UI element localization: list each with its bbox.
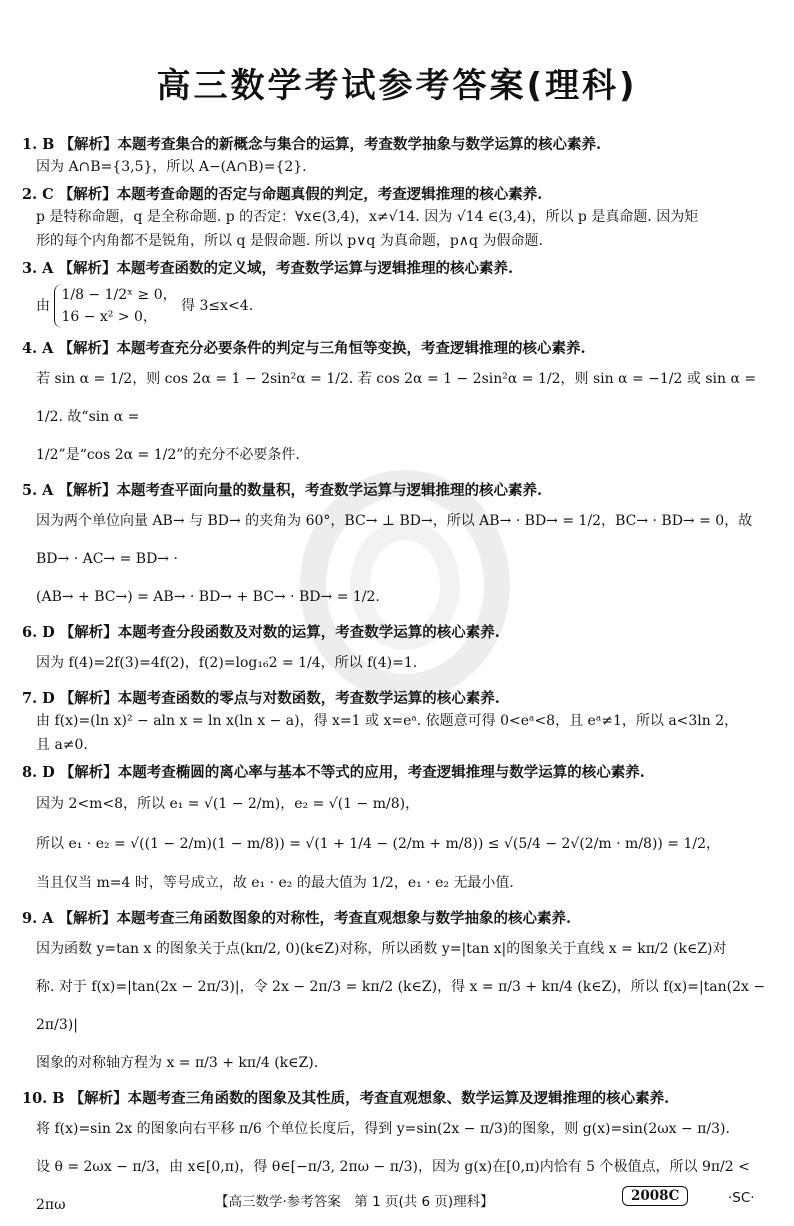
answer-line: 当且仅当 m=4 时，等号成立，故 e₁ · e₂ 的最大值为 1/2，e₁ · e₂ 无最小值. [36, 875, 514, 891]
answer-head: 9. A 【解析】本题考查三角函数图象的对称性，考查直观想象与数学抽象的核心素养. [22, 910, 572, 927]
answer-item-4 [22, 338, 777, 474]
answer-line: 形的每个内角都不是锐角，所以 q 是假命题. 所以 p∨q 为真命题，p∧q 为假命题. [36, 233, 543, 249]
answer-line: 因为两个单位向量 AB→ 与 BD→ 的夹角为 60°，BC→ ⊥ BD→，所以 AB→ · BD→ = 1/2，BC→ · BD→ = 0，故 BD→ · AC→ = BD→ · [36, 513, 753, 567]
system-brace [54, 284, 176, 328]
answer-line: 将 f(x)=sin 2x 的图象向右平移 π/6 个单位长度后，得到 y=sin(2x − π/3)的图象，则 g(x)=sin(2ωx − π/3). [36, 1121, 730, 1137]
footer-tag: ·SC· [728, 1190, 755, 1206]
answer-line: 若 sin α = 1/2，则 cos 2α = 1 − 2sin²α = 1/2. 若 cos 2α = 1 − 2sin²α = 1/2，则 sin α = −1/2 或 sin α = 1/2. 故“sin α = [36, 371, 757, 425]
answer-line: 称. 对于 f(x)=|tan(2x − 2π/3)|，令 2x − 2π/3 = kπ/2 (k∈Z)，得 x = π/3 + kπ/4 (k∈Z)，所以 f(x)=|tan(2x − 2π/3)| [36, 979, 766, 1033]
answer-line: 因为 2<m<8，所以 e₁ = √(1 − 2/m)，e₂ = √(1 − m/8)， [36, 796, 420, 812]
answer-line: 因为 f(4)=2f(3)=4f(2)，f(2)=log₁₆2 = 1/4，所以 f(4)=1. [36, 655, 418, 671]
answer-item-5 [22, 480, 777, 616]
answer-head: 7. D 【解析】本题考查函数的零点与对数函数，考查数学运算的核心素养. [22, 690, 500, 707]
system-line: 1/8 − 1/2ˣ ≥ 0， [61, 287, 177, 303]
answer-line: 1/2”是“cos 2α = 1/2”的充分不必要条件. [36, 447, 300, 463]
answer-item-3 [22, 258, 777, 332]
equation-system [22, 280, 777, 332]
answer-list [22, 128, 777, 1224]
answer-line: 因为 A∩B={3,5}，所以 A−(A∩B)={2}. [36, 159, 307, 175]
answer-head: 6. D 【解析】本题考查分段函数及对数的运算，考查数学运算的核心素养. [22, 624, 500, 641]
system-line: 16 − x² > 0， [61, 309, 157, 325]
answer-line: 且 a≠0. [36, 737, 88, 753]
answer-head: 4. A 【解析】本题考查充分必要条件的判定与三角恒等变换，考查逻辑推理的核心素养. [22, 340, 586, 357]
answer-item-1 [22, 134, 777, 178]
page-title: 高三数学考试参考答案(理科) [156, 66, 638, 106]
system-prefix: 由 [36, 298, 50, 314]
system-suffix: 得 3≤x<4. [181, 298, 254, 314]
answer-head: 5. A 【解析】本题考查平面向量的数量积，考查数学运算与逻辑推理的核心素养. [22, 482, 543, 499]
answer-head: 2. C 【解析】本题考查命题的否定与命题真假的判定，考查逻辑推理的核心素养. [22, 186, 543, 203]
answer-item-7 [22, 688, 777, 756]
answer-line: (AB→ + BC→) = AB→ · BD→ + BC→ · BD→ = 1/2. [36, 589, 380, 605]
answer-line: 因为函数 y=tan x 的图象关于点(kπ/2, 0)(k∈Z)对称，所以函数 y=|tan x|的图象关于直线 x = kπ/2 (k∈Z)对 [36, 941, 727, 957]
answer-item-6 [22, 622, 777, 682]
answer-line: p 是特称命题，q 是全称命题. p 的否定：∀x∈(3,4)，x≠√14. 因为 √14 ∈(3,4)，所以 p 是真命题. 因为矩 [36, 209, 699, 225]
answer-head: 10. B 【解析】本题考查三角函数的图象及其性质，考查直观想象、数学运算及逻辑推理的核心素养. [22, 1090, 670, 1107]
answer-item-8 [22, 762, 777, 902]
answer-line: 所以 e₁ · e₂ = √((1 − 2/m)(1 − m/8)) = √(1 + 1/4 − (2/m + m/8)) ≤ √(5/4 − 2√(2/m · m/8)) = 1/2， [36, 836, 721, 852]
exam-code-badge: 2008C [622, 1186, 688, 1206]
answer-item-2 [22, 184, 777, 252]
answer-head: 1. B 【解析】本题考查集合的新概念与集合的运算，考查数学抽象与数学运算的核心素养. [22, 136, 602, 153]
footer-text: 【高三数学·参考答案 第 1 页(共 6 页)理科】 [215, 1194, 494, 1210]
answer-line: 图象的对称轴方程为 x = π/3 + kπ/4 (k∈Z). [36, 1055, 319, 1071]
answer-line: 由 f(x)=(ln x)² − aln x = ln x(ln x − a)，得 x=1 或 x=eᵃ. 依题意可得 0<eᵃ<8，且 eᵃ≠1，所以 a<3ln 2， [36, 713, 739, 729]
answer-head: 8. D 【解析】本题考查椭圆的离心率与基本不等式的应用，考查逻辑推理与数学运算的核心素养. [22, 764, 645, 781]
answer-head: 3. A 【解析】本题考查函数的定义域，考查数学运算与逻辑推理的核心素养. [22, 260, 514, 277]
answer-item-9 [22, 908, 777, 1082]
answer-line: 设 θ = 2ωx − π/3，由 x∈[0,π)，得 θ∈[−π/3, 2πω − π/3)，因为 g(x)在[0,π)内恰有 5 个极值点，所以 9π/2 < 2πω [36, 1159, 750, 1213]
